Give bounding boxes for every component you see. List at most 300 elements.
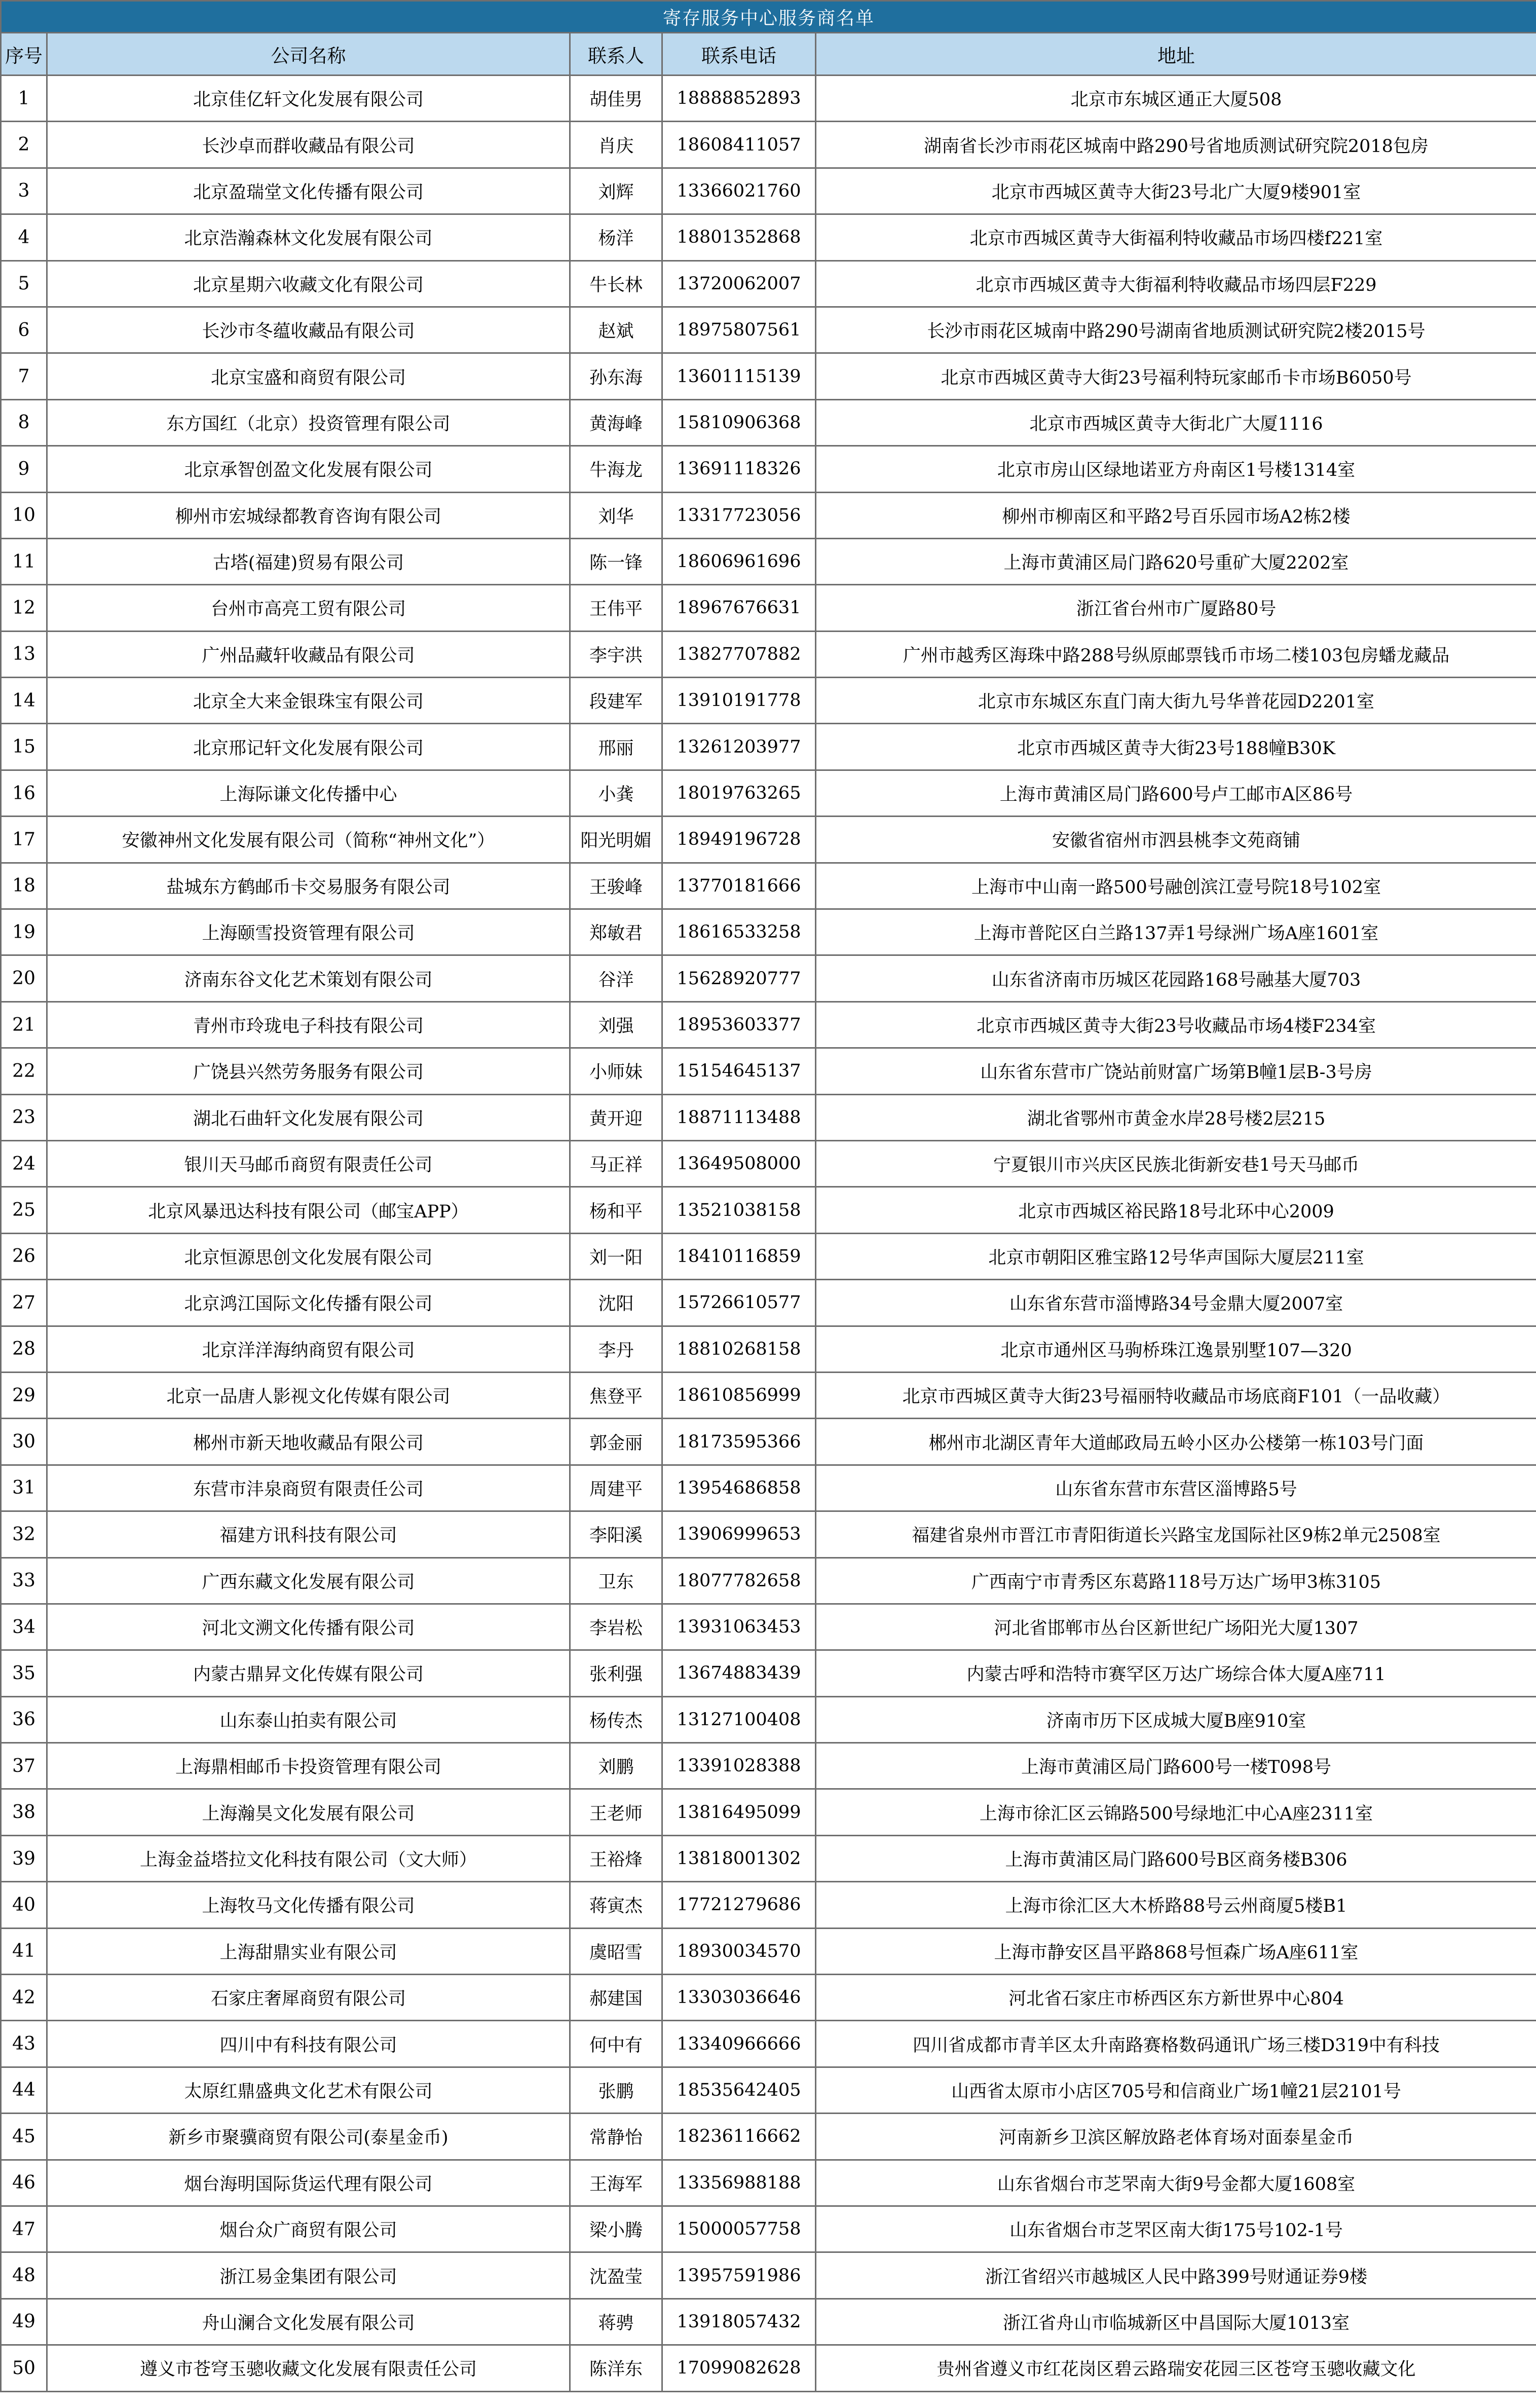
cell-address: 北京市西城区黄寺大街23号北广大厦9楼901室 (816, 168, 1536, 214)
cell-index: 22 (1, 1048, 47, 1094)
cell-contact-person: 谷洋 (570, 955, 662, 1002)
cell-contact-person: 刘鹏 (570, 1743, 662, 1789)
cell-index: 37 (1, 1743, 47, 1789)
cell-index: 28 (1, 1326, 47, 1372)
cell-phone: 13720062007 (662, 261, 816, 307)
cell-phone: 13303036646 (662, 1975, 816, 2021)
cell-address: 上海市普陀区白兰路137弄1号绿洲广场A座1601室 (816, 909, 1536, 955)
cell-company-name: 北京一品唐人影视文化传媒有限公司 (47, 1372, 570, 1418)
cell-address: 浙江省绍兴市越城区人民中路399号财通证券9楼 (816, 2252, 1536, 2299)
cell-index: 9 (1, 446, 47, 492)
cell-contact-person: 王裕烽 (570, 1835, 662, 1881)
cell-address: 山西省太原市小店区705号和信商业广场1幢21层2101号 (816, 2067, 1536, 2113)
cell-contact-person: 刘华 (570, 492, 662, 538)
cell-address: 上海市黄浦区局门路600号一楼T098号 (816, 1743, 1536, 1789)
cell-phone: 18801352868 (662, 214, 816, 261)
table-row (1, 446, 1536, 492)
cell-address: 山东省烟台市芝罘区南大街175号102-1号 (816, 2206, 1536, 2252)
cell-company-name: 北京风暴迅达科技有限公司（邮宝APP） (47, 1187, 570, 1233)
cell-company-name: 北京浩瀚森林文化发展有限公司 (47, 214, 570, 261)
cell-contact-person: 牛长林 (570, 261, 662, 307)
cell-company-name: 北京承智创盈文化发展有限公司 (47, 446, 570, 492)
table-row (1, 2299, 1536, 2345)
table-row (1, 585, 1536, 631)
table-row (1, 1928, 1536, 1974)
cell-company-name: 上海鼎相邮币卡投资管理有限公司 (47, 1743, 570, 1789)
cell-contact-person: 蒋骋 (570, 2299, 662, 2345)
table-row (1, 1835, 1536, 1881)
cell-phone: 18871113488 (662, 1094, 816, 1140)
cell-company-name: 北京佳亿轩文化发展有限公司 (47, 76, 570, 122)
cell-company-name: 银川天马邮币商贸有限责任公司 (47, 1140, 570, 1187)
cell-contact-person: 周建平 (570, 1465, 662, 1511)
cell-phone: 13818001302 (662, 1835, 816, 1881)
table-row (1, 1696, 1536, 1743)
cell-phone: 18975807561 (662, 307, 816, 353)
cell-company-name: 古塔(福建)贸易有限公司 (47, 538, 570, 584)
cell-address: 湖南省长沙市雨花区城南中路290号省地质测试研究院2018包房 (816, 122, 1536, 168)
cell-company-name: 上海牧马文化传播有限公司 (47, 1882, 570, 1928)
cell-phone: 13366021760 (662, 168, 816, 214)
cell-phone: 18606961696 (662, 538, 816, 584)
cell-index: 21 (1, 1002, 47, 1048)
cell-company-name: 北京鸿江国际文化传播有限公司 (47, 1280, 570, 1326)
cell-contact-person: 肖庆 (570, 122, 662, 168)
cell-contact-person: 沈阳 (570, 1280, 662, 1326)
cell-company-name: 山东泰山拍卖有限公司 (47, 1696, 570, 1743)
table-row (1, 2114, 1536, 2160)
cell-contact-person: 刘强 (570, 1002, 662, 1048)
cell-index: 23 (1, 1094, 47, 1140)
cell-index: 11 (1, 538, 47, 584)
cell-contact-person: 小龚 (570, 770, 662, 816)
cell-contact-person: 阳光明媚 (570, 817, 662, 863)
cell-index: 27 (1, 1280, 47, 1326)
cell-address: 北京市西城区黄寺大街福利特收藏品市场四楼f221室 (816, 214, 1536, 261)
table-row (1, 538, 1536, 584)
table-row (1, 1233, 1536, 1279)
cell-contact-person: 王伟平 (570, 585, 662, 631)
cell-phone: 18410116859 (662, 1233, 816, 1279)
cell-address: 北京市西城区黄寺大街23号188幢B30K (816, 724, 1536, 770)
cell-index: 47 (1, 2206, 47, 2252)
cell-contact-person: 刘一阳 (570, 1233, 662, 1279)
cell-index: 13 (1, 631, 47, 677)
table-row (1, 168, 1536, 214)
cell-phone: 13931063453 (662, 1604, 816, 1650)
cell-index: 8 (1, 399, 47, 446)
table-row (1, 1975, 1536, 2021)
cell-index: 10 (1, 492, 47, 538)
table-row (1, 724, 1536, 770)
cell-phone: 13356988188 (662, 2160, 816, 2206)
cell-index: 48 (1, 2252, 47, 2299)
cell-index: 6 (1, 307, 47, 353)
cell-index: 30 (1, 1419, 47, 1465)
cell-contact-person: 段建军 (570, 678, 662, 724)
cell-company-name: 济南东谷文化艺术策划有限公司 (47, 955, 570, 1002)
cell-company-name: 广州品藏轩收藏品有限公司 (47, 631, 570, 677)
cell-index: 36 (1, 1696, 47, 1743)
cell-phone: 18953603377 (662, 1002, 816, 1048)
cell-index: 39 (1, 1835, 47, 1881)
cell-company-name: 上海瀚昊文化发展有限公司 (47, 1789, 570, 1835)
cell-phone: 15628920777 (662, 955, 816, 1002)
cell-index: 31 (1, 1465, 47, 1511)
cell-company-name: 东方国红（北京）投资管理有限公司 (47, 399, 570, 446)
cell-company-name: 舟山澜合文化发展有限公司 (47, 2299, 570, 2345)
cell-index: 50 (1, 2345, 47, 2391)
cell-phone: 18888852893 (662, 76, 816, 122)
cell-company-name: 北京宝盛和商贸有限公司 (47, 353, 570, 399)
cell-address: 河北省邯郸市丛台区新世纪广场阳光大厦1307 (816, 1604, 1536, 1650)
cell-phone: 18967676631 (662, 585, 816, 631)
header-company-name: 公司名称 (47, 33, 570, 76)
cell-address: 北京市西城区黄寺大街23号福丽特收藏品市场底商F101（一品收藏） (816, 1372, 1536, 1418)
cell-contact-person: 胡佳男 (570, 76, 662, 122)
cell-index: 15 (1, 724, 47, 770)
cell-contact-person: 陈洋东 (570, 2345, 662, 2391)
header-row (1, 33, 1536, 76)
cell-index: 44 (1, 2067, 47, 2113)
table-row (1, 2021, 1536, 2067)
cell-company-name: 北京盈瑞堂文化传播有限公司 (47, 168, 570, 214)
cell-contact-person: 虞昭雪 (570, 1928, 662, 1974)
cell-phone: 15000057758 (662, 2206, 816, 2252)
cell-address: 上海市静安区昌平路868号恒森广场A座611室 (816, 1928, 1536, 1974)
table-row (1, 76, 1536, 122)
cell-phone: 13827707882 (662, 631, 816, 677)
cell-company-name: 安徽神州文化发展有限公司（简称“神州文化”） (47, 817, 570, 863)
cell-contact-person: 常静怡 (570, 2114, 662, 2160)
cell-company-name: 湖北石曲轩文化发展有限公司 (47, 1094, 570, 1140)
cell-contact-person: 郝建国 (570, 1975, 662, 2021)
cell-contact-person: 黄海峰 (570, 399, 662, 446)
cell-index: 26 (1, 1233, 47, 1279)
cell-contact-person: 李阳溪 (570, 1511, 662, 1558)
table-body (1, 76, 1536, 2392)
cell-index: 7 (1, 353, 47, 399)
cell-index: 12 (1, 585, 47, 631)
table-row (1, 1048, 1536, 1094)
header-address: 地址 (816, 33, 1536, 76)
cell-contact-person: 郑敏君 (570, 909, 662, 955)
table-row (1, 1558, 1536, 1604)
table-row (1, 492, 1536, 538)
cell-address: 河南新乡卫滨区解放路老体育场对面泰星金币 (816, 2114, 1536, 2160)
cell-phone: 18930034570 (662, 1928, 816, 1974)
cell-index: 18 (1, 863, 47, 909)
cell-company-name: 上海颐雪投资管理有限公司 (47, 909, 570, 955)
title-row (1, 1, 1536, 33)
table-row (1, 1650, 1536, 1696)
table-row (1, 678, 1536, 724)
cell-index: 46 (1, 2160, 47, 2206)
cell-address: 北京市房山区绿地诺亚方舟南区1号楼1314室 (816, 446, 1536, 492)
cell-index: 33 (1, 1558, 47, 1604)
header-phone: 联系电话 (662, 33, 816, 76)
table-row (1, 1187, 1536, 1233)
cell-contact-person: 梁小腾 (570, 2206, 662, 2252)
cell-phone: 13691118326 (662, 446, 816, 492)
cell-address: 湖北省鄂州市黄金水岸28号楼2层215 (816, 1094, 1536, 1140)
cell-address: 北京市西城区黄寺大街北广大厦1116 (816, 399, 1536, 446)
table-row (1, 955, 1536, 1002)
cell-index: 25 (1, 1187, 47, 1233)
cell-phone: 13391028388 (662, 1743, 816, 1789)
cell-phone: 15726610577 (662, 1280, 816, 1326)
cell-company-name: 河北文溯文化传播有限公司 (47, 1604, 570, 1650)
table-row (1, 1743, 1536, 1789)
cell-address: 福建省泉州市晋江市青阳街道长兴路宝龙国际社区9栋2单元2508室 (816, 1511, 1536, 1558)
cell-company-name: 烟台众广商贸有限公司 (47, 2206, 570, 2252)
cell-address: 山东省济南市历城区花园路168号融基大厦703 (816, 955, 1536, 1002)
table-row (1, 1326, 1536, 1372)
table-title: 寄存服务中心服务商名单 (1, 1, 1536, 33)
table-row (1, 1372, 1536, 1418)
cell-contact-person: 小师妹 (570, 1048, 662, 1094)
cell-company-name: 柳州市宏城绿都教育咨询有限公司 (47, 492, 570, 538)
table-row (1, 770, 1536, 816)
table-row (1, 1002, 1536, 1048)
cell-index: 17 (1, 817, 47, 863)
cell-phone: 13906999653 (662, 1511, 816, 1558)
cell-index: 43 (1, 2021, 47, 2067)
cell-company-name: 上海际谦文化传播中心 (47, 770, 570, 816)
cell-address: 北京市朝阳区雅宝路12号华声国际大厦层211室 (816, 1233, 1536, 1279)
table-row (1, 1094, 1536, 1140)
cell-phone: 13649508000 (662, 1140, 816, 1187)
header-contact-person: 联系人 (570, 33, 662, 76)
cell-phone: 17099082628 (662, 2345, 816, 2391)
cell-contact-person: 焦登平 (570, 1372, 662, 1418)
cell-address: 山东省东营市广饶站前财富广场第B幢1层B-3号房 (816, 1048, 1536, 1094)
cell-phone: 15810906368 (662, 399, 816, 446)
cell-address: 内蒙古呼和浩特市赛罕区万达广场综合体大厦A座711 (816, 1650, 1536, 1696)
cell-contact-person: 牛海龙 (570, 446, 662, 492)
table-row (1, 399, 1536, 446)
cell-address: 柳州市柳南区和平路2号百乐园市场A2栋2楼 (816, 492, 1536, 538)
cell-index: 16 (1, 770, 47, 816)
cell-address: 北京市西城区裕民路18号北环中心2009 (816, 1187, 1536, 1233)
cell-address: 贵州省遵义市红花岗区碧云路瑞安花园三区苍穹玉骢收藏文化 (816, 2345, 1536, 2391)
cell-phone: 13521038158 (662, 1187, 816, 1233)
cell-contact-person: 王老师 (570, 1789, 662, 1835)
cell-index: 49 (1, 2299, 47, 2345)
cell-phone: 18173595366 (662, 1419, 816, 1465)
cell-contact-person: 何中有 (570, 2021, 662, 2067)
cell-address: 北京市西城区黄寺大街23号收藏品市场4楼F234室 (816, 1002, 1536, 1048)
table-row (1, 307, 1536, 353)
cell-phone: 18236116662 (662, 2114, 816, 2160)
cell-index: 40 (1, 1882, 47, 1928)
table-row (1, 2206, 1536, 2252)
cell-company-name: 盐城东方鹤邮币卡交易服务有限公司 (47, 863, 570, 909)
cell-address: 上海市徐汇区大木桥路88号云州商厦5楼B1 (816, 1882, 1536, 1928)
cell-contact-person: 李丹 (570, 1326, 662, 1372)
cell-address: 山东省东营市东营区淄博路5号 (816, 1465, 1536, 1511)
cell-index: 29 (1, 1372, 47, 1418)
cell-company-name: 广西东藏文化发展有限公司 (47, 1558, 570, 1604)
cell-phone: 18610856999 (662, 1372, 816, 1418)
cell-contact-person: 蒋寅杰 (570, 1882, 662, 1928)
cell-address: 北京市西城区黄寺大街23号福利特玩家邮币卡市场B6050号 (816, 353, 1536, 399)
cell-phone: 13261203977 (662, 724, 816, 770)
table-row (1, 2067, 1536, 2113)
cell-phone: 13317723056 (662, 492, 816, 538)
cell-phone: 15154645137 (662, 1048, 816, 1094)
table-row (1, 1604, 1536, 1650)
cell-company-name: 长沙卓而群收藏品有限公司 (47, 122, 570, 168)
cell-contact-person: 郭金丽 (570, 1419, 662, 1465)
cell-address: 上海市黄浦区局门路620号重矿大厦2202室 (816, 538, 1536, 584)
table-row (1, 2252, 1536, 2299)
cell-index: 4 (1, 214, 47, 261)
cell-contact-person: 张利强 (570, 1650, 662, 1696)
cell-phone: 13910191778 (662, 678, 816, 724)
cell-company-name: 上海甜鼎实业有限公司 (47, 1928, 570, 1974)
cell-index: 20 (1, 955, 47, 1002)
cell-address: 广州市越秀区海珠中路288号纵原邮票钱币市场二楼103包房蟠龙藏品 (816, 631, 1536, 677)
cell-address: 四川省成都市青羊区太升南路赛格数码通讯广场三楼D319中有科技 (816, 2021, 1536, 2067)
cell-phone: 18810268158 (662, 1326, 816, 1372)
cell-index: 38 (1, 1789, 47, 1835)
cell-phone: 18535642405 (662, 2067, 816, 2113)
cell-index: 32 (1, 1511, 47, 1558)
cell-contact-person: 陈一锋 (570, 538, 662, 584)
cell-phone: 18949196728 (662, 817, 816, 863)
cell-address: 北京市东城区东直门南大街九号华普花园D2201室 (816, 678, 1536, 724)
cell-contact-person: 杨传杰 (570, 1696, 662, 1743)
cell-company-name: 北京邢记轩文化发展有限公司 (47, 724, 570, 770)
cell-address: 上海市中山南一路500号融创滨江壹号院18号102室 (816, 863, 1536, 909)
cell-company-name: 北京恒源思创文化发展有限公司 (47, 1233, 570, 1279)
cell-contact-person: 孙东海 (570, 353, 662, 399)
cell-address: 郴州市北湖区青年大道邮政局五岭小区办公楼第一栋103号门面 (816, 1419, 1536, 1465)
cell-contact-person: 卫东 (570, 1558, 662, 1604)
cell-company-name: 长沙市冬蕴收藏品有限公司 (47, 307, 570, 353)
table-row (1, 261, 1536, 307)
cell-index: 1 (1, 76, 47, 122)
cell-phone: 13770181666 (662, 863, 816, 909)
cell-phone: 13340966666 (662, 2021, 816, 2067)
cell-company-name: 遵义市苍穹玉骢收藏文化发展有限责任公司 (47, 2345, 570, 2391)
cell-phone: 13918057432 (662, 2299, 816, 2345)
cell-company-name: 北京洋洋海纳商贸有限公司 (47, 1326, 570, 1372)
cell-index: 19 (1, 909, 47, 955)
cell-phone: 13957591986 (662, 2252, 816, 2299)
cell-contact-person: 刘辉 (570, 168, 662, 214)
cell-company-name: 太原红鼎盛典文化艺术有限公司 (47, 2067, 570, 2113)
cell-address: 北京市西城区黄寺大街福利特收藏品市场四层F229 (816, 261, 1536, 307)
cell-company-name: 北京星期六收藏文化有限公司 (47, 261, 570, 307)
table-row (1, 353, 1536, 399)
cell-address: 安徽省宿州市泗县桃李文苑商铺 (816, 817, 1536, 863)
cell-index: 35 (1, 1650, 47, 1696)
table-row (1, 909, 1536, 955)
header-index: 序号 (1, 33, 47, 76)
table-row (1, 863, 1536, 909)
cell-contact-person: 王骏峰 (570, 863, 662, 909)
table-row (1, 1140, 1536, 1187)
cell-company-name: 青州市玲珑电子科技有限公司 (47, 1002, 570, 1048)
cell-phone: 18019763265 (662, 770, 816, 816)
cell-index: 45 (1, 2114, 47, 2160)
cell-phone: 18077782658 (662, 1558, 816, 1604)
cell-address: 上海市黄浦区局门路600号B区商务楼B306 (816, 1835, 1536, 1881)
table-row (1, 2160, 1536, 2206)
cell-address: 济南市历下区成城大厦B座910室 (816, 1696, 1536, 1743)
cell-company-name: 东营市沣泉商贸有限责任公司 (47, 1465, 570, 1511)
cell-contact-person: 杨和平 (570, 1187, 662, 1233)
cell-contact-person: 马正祥 (570, 1140, 662, 1187)
cell-index: 2 (1, 122, 47, 168)
cell-contact-person: 李岩松 (570, 1604, 662, 1650)
cell-index: 14 (1, 678, 47, 724)
cell-address: 上海市徐汇区云锦路500号绿地汇中心A座2311室 (816, 1789, 1536, 1835)
cell-phone: 13674883439 (662, 1650, 816, 1696)
cell-company-name: 台州市高亮工贸有限公司 (47, 585, 570, 631)
cell-phone: 13127100408 (662, 1696, 816, 1743)
cell-company-name: 郴州市新天地收藏品有限公司 (47, 1419, 570, 1465)
cell-address: 北京市东城区通正大厦508 (816, 76, 1536, 122)
cell-contact-person: 赵斌 (570, 307, 662, 353)
cell-address: 上海市黄浦区局门路600号卢工邮市A区86号 (816, 770, 1536, 816)
table-row (1, 122, 1536, 168)
cell-contact-person: 黄开迎 (570, 1094, 662, 1140)
cell-address: 北京市通州区马驹桥珠江逸景别墅107—320 (816, 1326, 1536, 1372)
table-row (1, 2345, 1536, 2391)
cell-address: 山东省烟台市芝罘南大街9号金都大厦1608室 (816, 2160, 1536, 2206)
cell-company-name: 内蒙古鼎昇文化传媒有限公司 (47, 1650, 570, 1696)
cell-phone: 17721279686 (662, 1882, 816, 1928)
cell-index: 41 (1, 1928, 47, 1974)
cell-company-name: 四川中有科技有限公司 (47, 2021, 570, 2067)
cell-address: 河北省石家庄市桥西区东方新世界中心804 (816, 1975, 1536, 2021)
table-row (1, 1882, 1536, 1928)
cell-phone: 13601115139 (662, 353, 816, 399)
cell-address: 宁夏银川市兴庆区民族北街新安巷1号天马邮币 (816, 1140, 1536, 1187)
cell-index: 42 (1, 1975, 47, 2021)
table-row (1, 1511, 1536, 1558)
cell-contact-person: 李宇洪 (570, 631, 662, 677)
cell-company-name: 浙江易金集团有限公司 (47, 2252, 570, 2299)
cell-company-name: 上海金益塔拉文化科技有限公司（文大师） (47, 1835, 570, 1881)
cell-index: 3 (1, 168, 47, 214)
cell-index: 34 (1, 1604, 47, 1650)
cell-address: 长沙市雨花区城南中路290号湖南省地质测试研究院2楼2015号 (816, 307, 1536, 353)
cell-index: 5 (1, 261, 47, 307)
table-row (1, 1419, 1536, 1465)
table-row (1, 214, 1536, 261)
table-row (1, 817, 1536, 863)
cell-phone: 18608411057 (662, 122, 816, 168)
cell-contact-person: 沈盈莹 (570, 2252, 662, 2299)
cell-address: 广西南宁市青秀区东葛路118号万达广场甲3栋3105 (816, 1558, 1536, 1604)
table-row (1, 631, 1536, 677)
cell-address: 浙江省台州市广厦路80号 (816, 585, 1536, 631)
cell-company-name: 北京全大来金银珠宝有限公司 (47, 678, 570, 724)
table-row (1, 1465, 1536, 1511)
cell-company-name: 新乡市聚骥商贸有限公司(泰星金币) (47, 2114, 570, 2160)
cell-phone: 18616533258 (662, 909, 816, 955)
cell-contact-person: 张鹏 (570, 2067, 662, 2113)
cell-company-name: 石家庄奢犀商贸有限公司 (47, 1975, 570, 2021)
cell-contact-person: 王海军 (570, 2160, 662, 2206)
cell-address: 山东省东营市淄博路34号金鼎大厦2007室 (816, 1280, 1536, 1326)
cell-company-name: 烟台海明国际货运代理有限公司 (47, 2160, 570, 2206)
table-row (1, 1789, 1536, 1835)
